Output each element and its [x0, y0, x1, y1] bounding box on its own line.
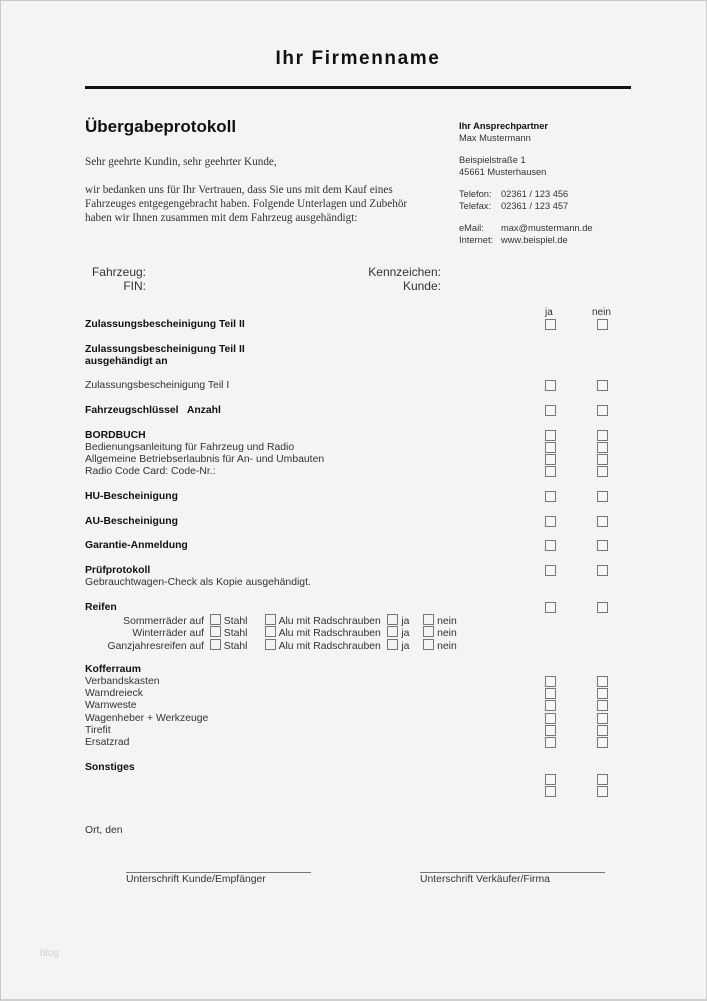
vehicle-label: Fahrzeug: [91, 265, 146, 279]
item-test-report-note: Gebrauchtwagen-Check als Kopie ausgehändigt. [85, 577, 311, 588]
checkbox-misc-1-yes[interactable] [545, 774, 556, 785]
checkbox-trunk-6-no[interactable] [597, 737, 608, 748]
item-zb2: Zulassungsbescheinigung Teil II [85, 319, 245, 330]
web-link[interactable]: www.beispiel.de [501, 234, 568, 245]
checkbox-warranty-yes[interactable] [545, 540, 556, 551]
checkbox-zb2-yes[interactable] [545, 319, 556, 330]
item-zb2-handed-2: ausgehändigt an [85, 356, 168, 367]
checkbox-allseason-no[interactable] [423, 639, 434, 650]
checkbox-summer-no[interactable] [423, 614, 434, 625]
checkbox-hu-yes[interactable] [545, 491, 556, 502]
item-trunk-4: Wagenheber + Werkzeuge [85, 713, 209, 724]
checkbox-allseason-yes[interactable] [387, 639, 398, 650]
contact-city: 45661 Musterhausen [459, 166, 547, 177]
customer-label: Kunde: [402, 279, 441, 293]
contact-block [459, 121, 593, 246]
checkbox-winter-alu[interactable] [265, 626, 276, 637]
checkbox-bordbuch-yes[interactable] [545, 430, 556, 441]
checkbox-trunk-4-yes[interactable] [545, 713, 556, 724]
document-title: Übergabeprotokoll [85, 117, 237, 136]
item-misc: Sonstiges [85, 762, 135, 773]
checkbox-winter-steel[interactable] [210, 626, 221, 637]
checkbox-trunk-5-no[interactable] [597, 725, 608, 736]
item-keys: Fahrzeugschlüssel Anzahl [85, 405, 221, 416]
col-yes-header: ja [545, 307, 553, 318]
checkbox-winter-yes[interactable] [387, 626, 398, 637]
signature-label-customer: Unterschrift Kunde/Empfänger [126, 874, 266, 885]
checkbox-zb1-yes[interactable] [545, 380, 556, 391]
item-hu: HU-Bescheinigung [85, 491, 178, 502]
yes-label: ja [401, 628, 410, 640]
tire-row-label: Ganzjahresreifen auf [107, 640, 204, 652]
alu-label: Alu mit Radschrauben [278, 640, 381, 652]
alu-label: Alu mit Radschrauben [278, 616, 381, 627]
tire-row-winter [85, 626, 457, 638]
web-label: Internet: [459, 234, 494, 245]
item-trunk-2: Warndreieck [85, 688, 143, 699]
checkbox-tires-yes[interactable] [545, 602, 556, 613]
no-label: nein [437, 628, 457, 640]
checkbox-hu-no[interactable] [597, 491, 608, 502]
no-label: nein [437, 640, 457, 652]
checkbox-test-report-no[interactable] [597, 565, 608, 576]
checkbox-bordbuch-1-yes[interactable] [545, 442, 556, 453]
checkbox-au-yes[interactable] [545, 516, 556, 527]
item-trunk-5: Tirefit [85, 725, 111, 736]
signature-label-seller: Unterschrift Verkäufer/Firma [420, 874, 550, 885]
checkbox-summer-steel[interactable] [210, 614, 221, 625]
checkbox-allseason-alu[interactable] [265, 639, 276, 650]
checkbox-bordbuch-3-no[interactable] [597, 466, 608, 477]
checkbox-bordbuch-2-no[interactable] [597, 454, 608, 465]
checkbox-au-no[interactable] [597, 516, 608, 527]
no-label: nein [437, 616, 457, 627]
checkbox-trunk-1-no[interactable] [597, 676, 608, 687]
tire-row-allseason [85, 639, 457, 651]
item-zb2-handed-1: Zulassungsbescheinigung Teil II [85, 344, 245, 355]
letter-line-2: Fahrzeuges entgegengebracht haben. Folgende Unterlagen und Zubehör [85, 198, 408, 210]
contact-heading: Ihr Ansprechpartner [459, 121, 549, 131]
steel-label: Stahl [223, 628, 248, 640]
item-trunk-1: Verbandskasten [85, 676, 160, 687]
place-date-label: Ort, den [85, 825, 123, 836]
checkbox-zb1-no[interactable] [597, 380, 608, 391]
item-trunk: Kofferraum [85, 664, 142, 675]
yes-label: ja [401, 640, 410, 652]
checkbox-trunk-4-no[interactable] [597, 713, 608, 724]
checkbox-trunk-1-yes[interactable] [545, 676, 556, 687]
alu-label: Alu mit Radschrauben [278, 628, 381, 640]
tire-row-label: Sommerräder auf [123, 616, 204, 627]
checkbox-tires-no[interactable] [597, 602, 608, 613]
item-trunk-3: Warnweste [85, 700, 137, 711]
item-bordbuch-1: Bedienungsanleitung für Fahrzeug und Radio [85, 442, 295, 453]
checkbox-trunk-6-yes[interactable] [545, 737, 556, 748]
checkbox-keys-no[interactable] [597, 405, 608, 416]
checkbox-trunk-2-yes[interactable] [545, 688, 556, 699]
signature-line-customer [126, 872, 311, 873]
checkbox-misc-2-yes[interactable] [545, 786, 556, 797]
checkbox-winter-no[interactable] [423, 626, 434, 637]
checkbox-zb2-no[interactable] [597, 319, 608, 330]
phone-label: Telefon: [459, 189, 492, 199]
contact-name: Max Mustermann [459, 132, 531, 143]
item-warranty: Garantie-Anmeldung [85, 540, 188, 551]
tire-row-label: Winterräder auf [132, 628, 204, 640]
item-bordbuch: BORDBUCH [85, 430, 146, 441]
checkbox-warranty-no[interactable] [597, 540, 608, 551]
col-no-header: nein [592, 307, 611, 318]
yes-label: ja [401, 616, 410, 627]
checkbox-bordbuch-2-yes[interactable] [545, 454, 556, 465]
tire-rows [85, 614, 457, 651]
tire-row-summer [85, 614, 457, 626]
checkbox-keys-yes[interactable] [545, 405, 556, 416]
checkbox-test-report-yes[interactable] [545, 565, 556, 576]
signature-line-seller [420, 872, 605, 873]
email-link[interactable]: max@mustermann.de [501, 223, 593, 233]
fin-label: FIN: [123, 279, 146, 293]
salutation: Sehr geehrte Kundin, sehr geehrter Kunde, [85, 156, 277, 168]
plate-label: Kennzeichen: [368, 265, 441, 279]
phone-value: 02361 / 123 456 [501, 189, 569, 199]
checkbox-trunk-2-no[interactable] [597, 688, 608, 699]
company-name: Ihr Firmenname [275, 48, 441, 69]
header-rule [85, 86, 631, 89]
checkbox-trunk-3-no[interactable] [597, 700, 608, 711]
steel-label: Stahl [223, 640, 248, 652]
item-trunk-6: Ersatzrad [85, 737, 130, 748]
checkbox-allseason-steel[interactable] [210, 639, 221, 650]
fax-value: 02361 / 123 457 [501, 200, 569, 211]
checkbox-bordbuch-no[interactable] [597, 430, 608, 441]
item-bordbuch-3: Radio Code Card: Code-Nr.: [85, 466, 216, 477]
checkbox-trunk-5-yes[interactable] [545, 725, 556, 736]
item-tires: Reifen [85, 602, 117, 613]
checkbox-summer-alu[interactable] [265, 614, 276, 625]
letter-line-3: haben wir Ihnen zusammen mit dem Fahrzeug ausgehändigt: [85, 212, 358, 224]
contact-street: Beispielstraße 1 [459, 155, 526, 165]
letter-line-1: wir bedanken uns für Ihr Vertrauen, dass Sie uns mit dem Kauf eines [85, 184, 393, 196]
checkbox-bordbuch-3-yes[interactable] [545, 466, 556, 477]
checkbox-bordbuch-1-no[interactable] [597, 442, 608, 453]
checkbox-misc-2-no[interactable] [597, 786, 608, 797]
steel-label: Stahl [223, 616, 248, 627]
item-bordbuch-2: Allgemeine Betriebserlaubnis für An- und Umbauten [85, 454, 325, 465]
fax-label: Telefax: [459, 200, 492, 211]
item-au: AU-Bescheinigung [85, 516, 178, 527]
item-zb1: Zulassungsbescheinigung Teil I [85, 380, 230, 391]
checkbox-trunk-3-yes[interactable] [545, 700, 556, 711]
email-label: eMail: [459, 223, 484, 233]
checkbox-misc-1-no[interactable] [597, 774, 608, 785]
checkbox-summer-yes[interactable] [387, 614, 398, 625]
watermark: blog [40, 948, 59, 959]
item-test-report: Prüfprotokoll [85, 565, 151, 576]
